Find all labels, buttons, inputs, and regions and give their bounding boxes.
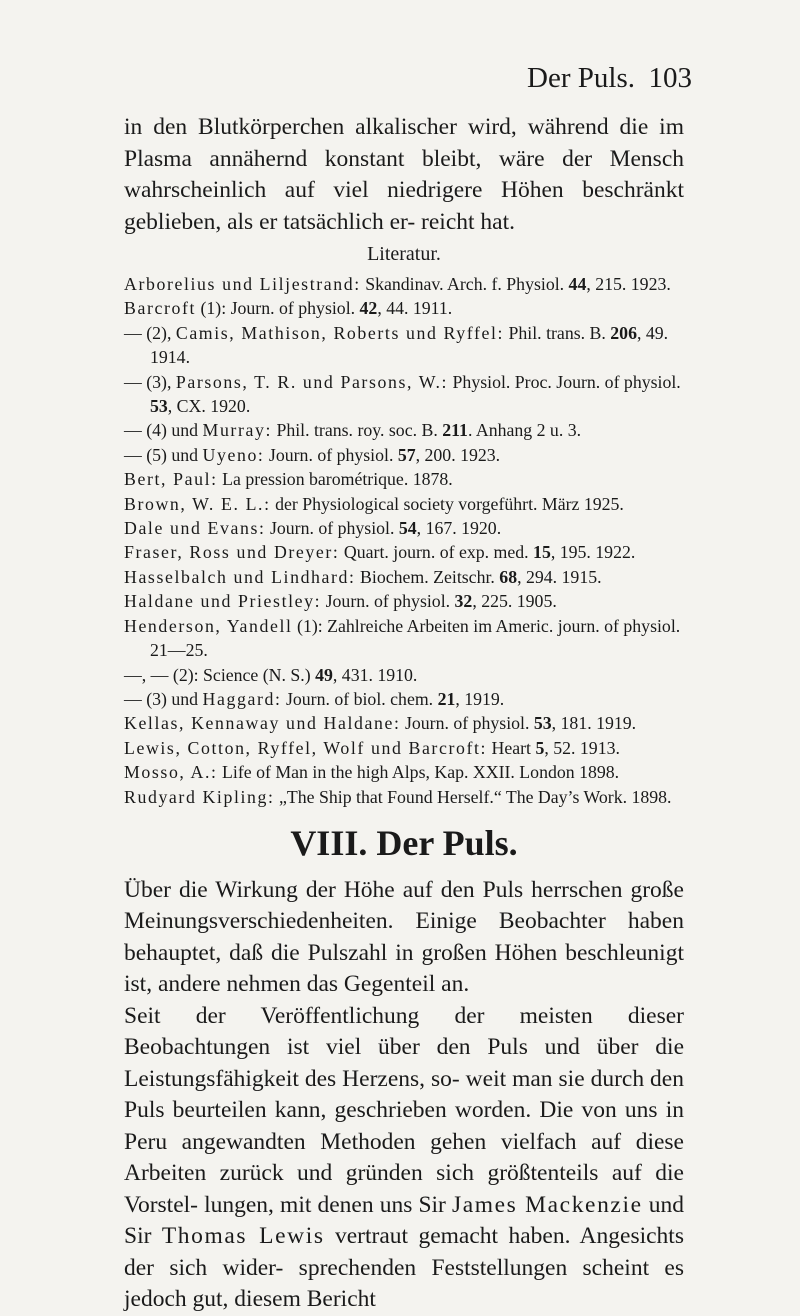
reference-pre: Heart (487, 737, 536, 758)
reference-authors: Camis, Mathison, Roberts und Ryffel: (175, 322, 505, 343)
reference-entry (124, 296, 684, 320)
reference-entry (124, 492, 684, 516)
reference-post: , 167. 1920. (416, 518, 502, 539)
reference-authors: Fraser, Ross und Dreyer: (124, 542, 340, 563)
reference-entry (124, 321, 684, 370)
reference-entry (124, 370, 684, 419)
reference-entry (124, 565, 684, 589)
reference-authors: Rudyard Kipling: (124, 786, 275, 807)
reference-pre: Journ. of biol. chem. (281, 688, 438, 709)
reference-authors: Murray: (202, 420, 272, 441)
reference-authors: Brown, W. E. L.: (124, 493, 271, 514)
reference-entry (124, 443, 684, 467)
section-title: VIII. Der Puls. (290, 822, 518, 863)
reference-prefix: — (3), (124, 371, 176, 392)
reference-pre: Phil. trans. roy. soc. B. (272, 420, 443, 441)
reference-authors: Uyeno: (202, 444, 265, 465)
reference-post: , 294. 1915. (517, 566, 602, 587)
reference-vol: 206 (610, 322, 637, 343)
reference-entry (124, 785, 684, 809)
reference-vol: 54 (398, 518, 417, 539)
reference-vol: 32 (454, 591, 473, 612)
reference-vol: 211 (442, 420, 468, 441)
reference-pre: Journ. of physiol. (321, 591, 455, 612)
reference-prefix: — (5) und (124, 444, 203, 465)
reference-entry (124, 540, 684, 564)
reference-post: , 200. 1923. (415, 444, 501, 465)
reference-authors: Dale und Evans: (124, 518, 266, 539)
reference-pre: Journ. of physiol. (265, 518, 399, 539)
body-paragraph-2-part3: vertraut gemacht haben. Angesichts der sich wider- sprechenden Feststellungen scheint es jedoch gut, diesem Bericht (124, 1223, 684, 1313)
reference-entry (124, 418, 684, 442)
literatur-heading: Literatur. (367, 243, 441, 265)
reference-authors: Barcroft (124, 298, 197, 319)
reference-entry (124, 589, 684, 613)
reference-vol: 5 (535, 737, 545, 758)
reference-entry (124, 687, 684, 711)
reference-pre: La pression barométrique. 1878. (217, 469, 453, 490)
reference-vol: 68 (499, 566, 518, 587)
reference-authors: Haldane und Priestley: (124, 591, 322, 612)
reference-vol: 57 (397, 444, 416, 465)
reference-pre: Biochem. Zeitschr. (355, 566, 500, 587)
reference-entry (124, 467, 684, 491)
reference-pre: Physiol. Proc. Journ. of physiol. (448, 371, 681, 392)
reference-post: , 52. 1913. (544, 737, 620, 758)
reference-post: , 195. 1922. (550, 542, 636, 563)
reference-authors: Bert, Paul: (124, 469, 218, 490)
reference-pre: der Physiological society vorgeführt. März 1925. (270, 493, 624, 514)
reference-vol: 53 (533, 713, 552, 734)
reference-pre: Phil. trans. B. (504, 322, 611, 343)
body-paragraph-2-part1: Seit der Veröffentlichung der meisten dieser Beobachtungen ist viel über den Puls und über die Leistungsfähigkeit des Herzens, so- weit man sie durch den Puls beurteilen kann, geschrieben worden. Die von uns in Peru angewandten Methoden gehen vielfach auf diese Arbeiten zurück und gründen sich größtenteils auf die Vorstel- lungen, mit denen uns Sir (124, 1002, 684, 1218)
body-paragraph-2 (124, 1001, 684, 1316)
page-content (124, 112, 684, 1316)
reference-vol: 42 (359, 298, 378, 319)
reference-authors: Parsons, T. R. und Parsons, W.: (175, 371, 449, 392)
reference-post: , 215. 1923. (586, 274, 671, 294)
reference-authors: Mosso, A.: (124, 762, 218, 783)
reference-list (124, 272, 684, 809)
page-number: 103 (648, 62, 692, 94)
reference-post: , 431. 1910. (332, 664, 418, 685)
reference-prefix: — (2), (124, 322, 176, 343)
intro-paragraph: in den Blutkörperchen alkalischer wird, während die im Plasma annähernd konstant bleibt, wäre der Mensch wahrscheinlich auf viel niedrigere Höhen beschränkt geblieben, als er tatsächlich er- reicht hat. (124, 114, 684, 235)
page-header (0, 62, 800, 102)
reference-entry (124, 516, 684, 540)
reference-pre: Science (N. S.) (203, 664, 316, 685)
reference-pre: Quart. journ. of exp. med. (339, 542, 534, 563)
reference-vol: 49 (315, 664, 333, 685)
reference-pre: (1): Zahlreiche Arbeiten im Americ. journ. of physiol. 21—25. (150, 615, 681, 661)
reference-entry (124, 663, 684, 687)
reference-authors: Arborelius und Liljestrand: (124, 274, 361, 294)
reference-pre: Skandinav. Arch. f. Physiol. (360, 274, 569, 294)
body-paragraph-1: Über die Wirkung der Höhe auf den Puls herrschen große Meinungsverschiedenheiten. Einige Beobachter haben behauptet, daß die Pulszahl in großen Höhen beschleunigt ist, andere nehmen das Gegenteil an. (124, 876, 684, 998)
reference-authors: Lewis, Cotton, Ryffel, Wolf und Barcroft: (124, 737, 488, 758)
reference-post: , 225. 1905. (472, 591, 557, 612)
reference-post: , 49. 1914. (150, 322, 669, 368)
running-title: Der Puls. (527, 62, 635, 94)
author-name-lewis: Thomas Lewis (161, 1223, 325, 1250)
reference-pre: „The Ship that Found Herself.“ The Day’s Work. 1898. (274, 786, 672, 807)
reference-prefix: — (3) und (124, 688, 203, 709)
reference-vol: 21 (437, 688, 456, 709)
reference-entry (124, 614, 684, 663)
reference-pre: Journ. of physiol. (400, 713, 534, 734)
body-paragraph-2-part2: und Sir (124, 1191, 684, 1250)
reference-vol: 44 (568, 274, 587, 294)
reference-vol: 53 (150, 396, 168, 417)
reference-entry (124, 272, 684, 296)
reference-prefix: — (4) und (124, 420, 203, 441)
reference-prefix: —, — (2): (124, 664, 204, 685)
reference-post: . Anhang 2 u. 3. (467, 420, 582, 441)
reference-pre: Life of Man in the high Alps, Kap. XXII. London 1898. (217, 762, 620, 783)
reference-post: , 1919. (455, 688, 505, 709)
reference-entry (124, 736, 684, 760)
reference-pre: (1): Journ. of physiol. (196, 298, 360, 319)
reference-authors: Kellas, Kennaway und Haldane: (124, 713, 401, 734)
reference-post: , CX. 1920. (167, 396, 251, 417)
reference-authors: Hasselbalch und Lindhard: (124, 566, 356, 587)
reference-entry (124, 711, 684, 735)
reference-authors: Haggard: (202, 688, 282, 709)
reference-post: , 181. 1919. (551, 713, 637, 734)
reference-pre: Journ. of physiol. (264, 444, 398, 465)
reference-entry (124, 760, 684, 784)
reference-vol: 15 (533, 542, 551, 563)
author-name-mackenzie: James Mackenzie (452, 1191, 643, 1218)
reference-post: , 44. 1911. (377, 298, 453, 319)
reference-authors: Henderson, Yandell (124, 615, 293, 636)
